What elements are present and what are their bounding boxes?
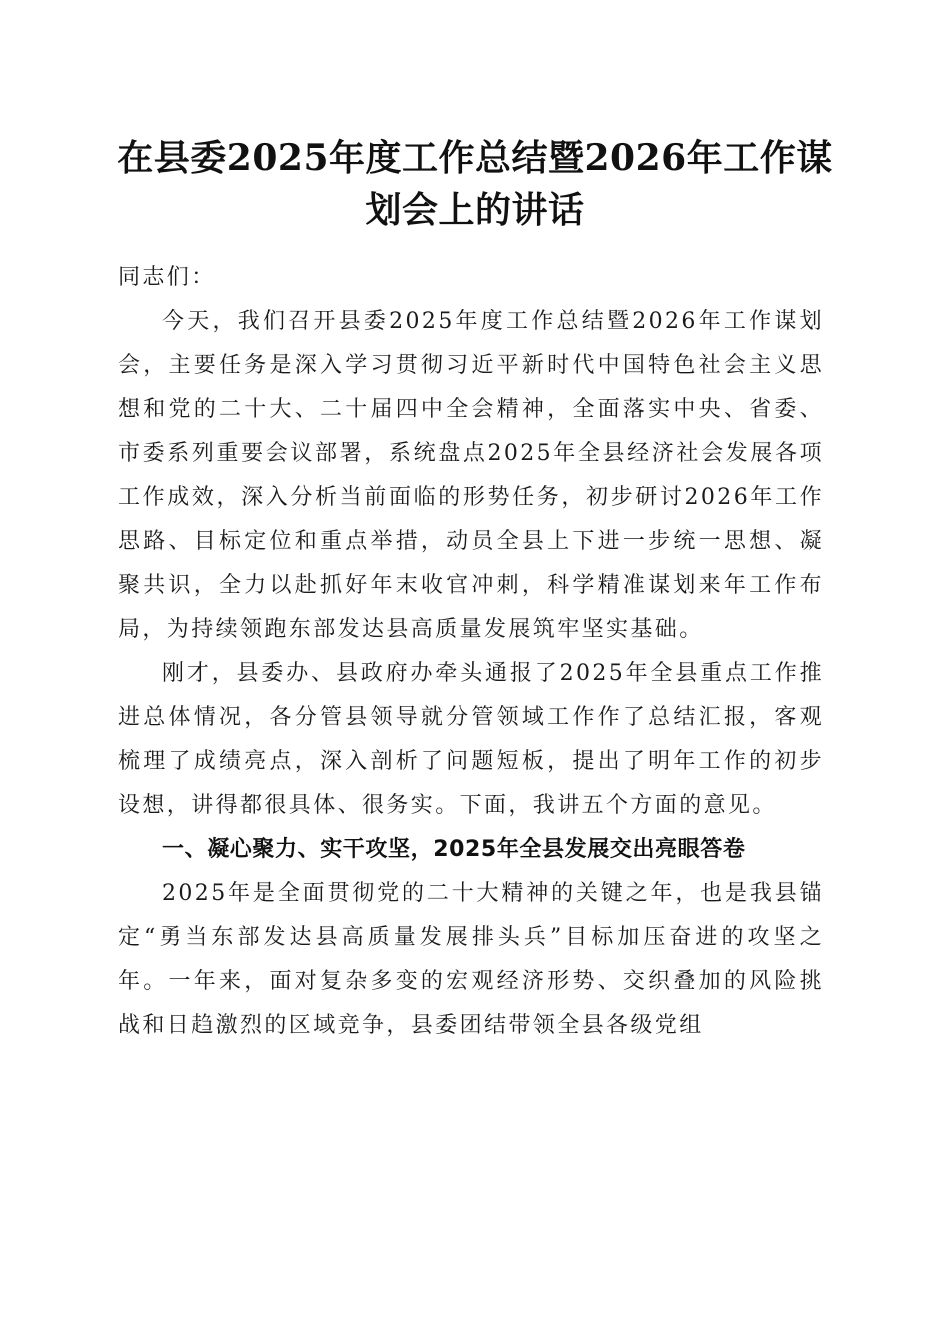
section-paragraph: 2025年是全面贯彻党的二十大精神的关键之年，也是我县锚定“勇当东部发达县高质量发展排头兵”目标加压奋进的攻坚之年。一年来，面对复杂多变的宏观经济形势、交织叠加的风险挑战和日趋激烈的区域竞争，县委团结带领全县各级党组 <box>118 881 824 1038</box>
salutation: 同志们： <box>118 265 216 290</box>
summary-paragraph: 刚才，县委办、县政府办牵头通报了2025年全县重点工作推进总体情况，各分管县领导就分管领域工作作了总结汇报，客观梳理了成绩亮点，深入剖析了问题短板，提出了明年工作的初步设想，讲得都很具体、很务实。下面，我讲五个方面的意见。 <box>118 661 824 818</box>
document-title: 在县委2025年度工作总结暨2026年工作谋划会上的讲话 <box>117 137 833 231</box>
opening-paragraph: 今天，我们召开县委2025年度工作总结暨2026年工作谋划会，主要任务是深入学习贯彻习近平新时代中国特色社会主义思想和党的二十大、二十届四中全会精神，全面落实中央、省委、市委系列重要会议部署，系统盘点2025年全县经济社会发展各项工作成效，深入分析当前面临的形势任务，初步研讨2026年工作思路、目标定位和重点举措，动员全县上下进一步统一思想、凝聚共识，全力以赴抓好年末收官冲刺，科学精准谋划来年工作布局，为持续领跑东部发达县高质量发展筑牢坚实基础。 <box>118 309 824 642</box>
document-body <box>118 256 824 1048</box>
section-heading: 一、凝心聚力、实干攻坚，2025年全县发展交出亮眼答卷 <box>162 837 746 862</box>
